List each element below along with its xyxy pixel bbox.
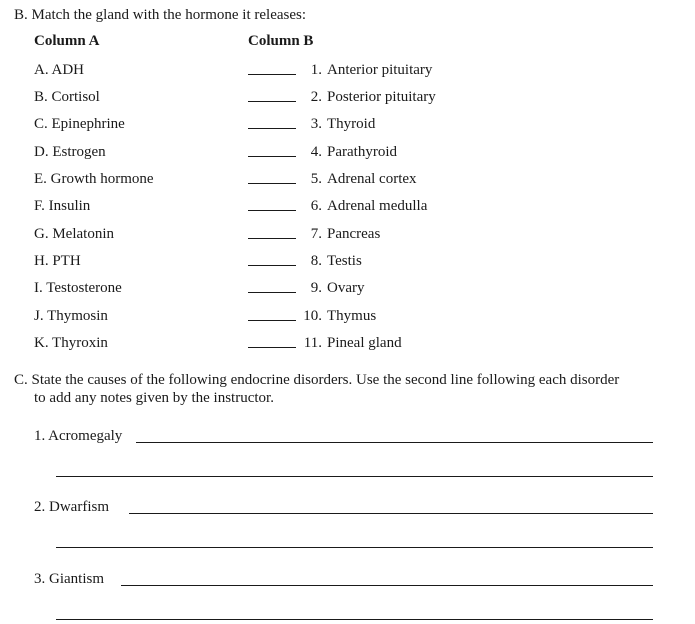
- answer-blank[interactable]: [248, 128, 296, 129]
- section-c-heading: C. State the causes of the following endocrine disorders. Use the second line following each disorder: [14, 372, 620, 388]
- disorder-label: 3. Giantism: [34, 571, 104, 587]
- column-b-number: 6.: [310, 198, 322, 214]
- column-b-item: Adrenal cortex: [327, 171, 417, 187]
- column-b-item: Thymus: [327, 308, 377, 324]
- answer-blank[interactable]: [248, 74, 296, 75]
- column-b-number: 4.: [310, 144, 322, 160]
- match-row: [0, 197, 695, 215]
- column-b-number: 1.: [310, 62, 322, 78]
- column-a-item: A. ADH: [34, 62, 85, 78]
- section-b-heading: B. Match the gland with the hormone it releases:: [14, 7, 307, 23]
- match-row: [0, 115, 695, 133]
- column-b-item: Thyroid: [327, 116, 376, 132]
- column-b-number: 10.: [303, 308, 322, 324]
- column-a-item: D. Estrogen: [34, 144, 106, 160]
- answer-blank[interactable]: [248, 101, 296, 102]
- match-row: [0, 170, 695, 188]
- column-a-item: H. PTH: [34, 253, 81, 269]
- answer-blank[interactable]: [248, 347, 296, 348]
- notes-answer-line[interactable]: [56, 547, 653, 548]
- column-b-number: 3.: [310, 116, 322, 132]
- answer-blank[interactable]: [248, 238, 296, 239]
- match-row: [0, 279, 695, 297]
- answer-blank[interactable]: [248, 183, 296, 184]
- column-b-item: Pancreas: [327, 226, 381, 242]
- notes-answer-line[interactable]: [56, 619, 653, 620]
- column-b-number: 5.: [310, 171, 322, 187]
- column-b-item: Pineal gland: [327, 335, 402, 351]
- answer-blank[interactable]: [248, 320, 296, 321]
- answer-blank[interactable]: [248, 210, 296, 211]
- column-a-item: J. Thymosin: [34, 308, 108, 324]
- column-b-number: 9.: [310, 280, 322, 296]
- match-row: [0, 225, 695, 243]
- column-b-number: 7.: [310, 226, 322, 242]
- column-a-item: C. Epinephrine: [34, 116, 125, 132]
- match-row: [0, 61, 695, 79]
- cause-answer-line[interactable]: [129, 513, 653, 514]
- column-a-item: G. Melatonin: [34, 226, 114, 242]
- column-b-number: 8.: [310, 253, 322, 269]
- match-row: [0, 143, 695, 161]
- match-row: [0, 334, 695, 352]
- column-b-item: Anterior pituitary: [327, 62, 433, 78]
- column-a-item: B. Cortisol: [34, 89, 100, 105]
- match-row: [0, 252, 695, 270]
- column-b-item: Ovary: [327, 280, 365, 296]
- column-b-header: Column B: [248, 33, 314, 49]
- column-a-item: E. Growth hormone: [34, 171, 154, 187]
- column-b-item: Adrenal medulla: [327, 198, 428, 214]
- answer-blank[interactable]: [248, 156, 296, 157]
- section-c-heading-continued: to add any notes given by the instructor.: [34, 390, 274, 406]
- column-b-item: Testis: [327, 253, 362, 269]
- cause-answer-line[interactable]: [121, 585, 653, 586]
- column-a-item: I. Testosterone: [34, 280, 122, 296]
- column-a-item: F. Insulin: [34, 198, 91, 214]
- notes-answer-line[interactable]: [56, 476, 653, 477]
- column-b-number: 11.: [303, 335, 322, 351]
- match-row: [0, 88, 695, 106]
- match-row: [0, 307, 695, 325]
- column-a-item: K. Thyroxin: [34, 335, 108, 351]
- column-b-number: 2.: [310, 89, 322, 105]
- column-a-header: Column A: [34, 33, 100, 49]
- column-b-item: Parathyroid: [327, 144, 397, 160]
- column-b-item: Posterior pituitary: [327, 89, 436, 105]
- answer-blank[interactable]: [248, 265, 296, 266]
- disorder-label: 1. Acromegaly: [34, 428, 123, 444]
- cause-answer-line[interactable]: [136, 442, 653, 443]
- answer-blank[interactable]: [248, 292, 296, 293]
- disorder-label: 2. Dwarfism: [34, 499, 109, 515]
